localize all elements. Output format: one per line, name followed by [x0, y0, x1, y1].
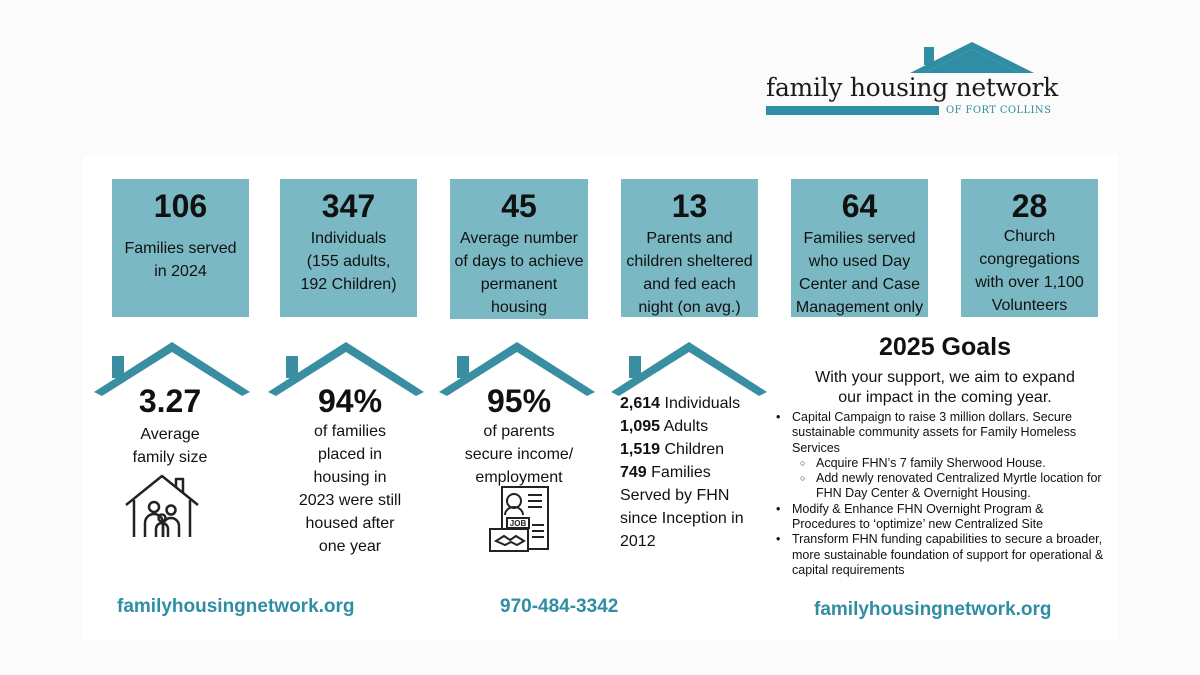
job-label: JOB	[509, 519, 527, 528]
stat-number: 13	[671, 188, 708, 224]
stat-number: 45	[501, 188, 537, 224]
stat-label: Average number of days to achieve permanent housing	[454, 230, 584, 316]
logo-bar	[766, 106, 939, 115]
logo-name: family housing network	[766, 73, 1058, 102]
inception-adults: 1,095 Adults	[620, 418, 709, 435]
stat-label: Church congregations with over 1,100 Volunteers	[975, 228, 1084, 314]
housed-caption: of families placed in housing in 2023 were still housed after one year	[298, 423, 402, 555]
stat-label: Families served in 2024	[124, 240, 237, 280]
stat-number: 28	[1011, 188, 1048, 224]
goal-item: • Capital Campaign to raise 3 million dollars. Secure sustainable community assets for Family Homeless Services	[774, 410, 1109, 456]
website-link-left[interactable]: familyhousingnetwork.org	[117, 596, 355, 617]
stat-number: 106	[153, 188, 208, 224]
logo	[760, 40, 1058, 120]
stat-congregations	[961, 179, 1098, 317]
family-size-value: 3.27	[138, 383, 202, 419]
goal-item: • Transform FHN funding capabilities to secure a broader, more sustainable foundation of support for operational & capital requirements	[774, 532, 1109, 578]
stat-day-center	[791, 179, 928, 317]
family-size-caption: Average family size	[132, 426, 208, 466]
income-block	[440, 383, 598, 489]
goal-subitem: ○ Acquire FHN’s 7 family Sherwood House.	[774, 456, 1109, 471]
phone-number[interactable]: 970-484-3342	[500, 596, 619, 617]
housed-value: 94%	[317, 383, 383, 419]
stat-families-served	[112, 179, 249, 317]
family-house-icon	[124, 473, 200, 539]
house-roof-icon	[609, 340, 769, 396]
goal-item: • Modify & Enhance FHN Overnight Program & Procedures to ‘optimize’ new Centralized Site	[774, 502, 1109, 533]
job-application-icon	[488, 485, 552, 555]
logo-subtitle: OF FORT COLLINS	[946, 105, 1052, 116]
stat-individuals	[280, 179, 417, 317]
stat-label: Parents and children sheltered and fed each night (on avg.)	[626, 230, 753, 316]
stat-days-to-housing	[450, 179, 588, 319]
stat-sheltered-nightly	[621, 179, 758, 317]
stat-label: Families served who used Day Center and Case Management only	[795, 230, 924, 316]
income-caption: of parents secure income/ employment	[464, 423, 574, 486]
goals-list	[774, 410, 1109, 578]
family-size-block	[100, 383, 240, 469]
stat-number: 347	[321, 188, 376, 224]
goal-subitem: ○ Add newly renovated Centralized Myrtle location for FHN Day Center & Overnight Housing.	[774, 471, 1109, 502]
inception-individuals: 2,614 Individuals	[620, 395, 741, 412]
inception-block	[620, 392, 744, 553]
stat-number: 64	[841, 188, 878, 224]
income-value: 95%	[486, 383, 552, 419]
goals-title: 2025 Goals	[878, 333, 1012, 361]
inception-children: 1,519 Children	[620, 441, 725, 458]
stat-label: Individuals (155 adults, 192 Children)	[300, 230, 397, 293]
inception-families: 749 Families	[620, 464, 711, 481]
goals-intro: With your support, we aim to expand our impact in the coming year.	[815, 369, 1075, 406]
website-link-right[interactable]: familyhousingnetwork.org	[814, 599, 1052, 620]
housed-block	[275, 383, 425, 558]
inception-served-text: Served by FHN since Inception in 2012	[620, 487, 744, 550]
